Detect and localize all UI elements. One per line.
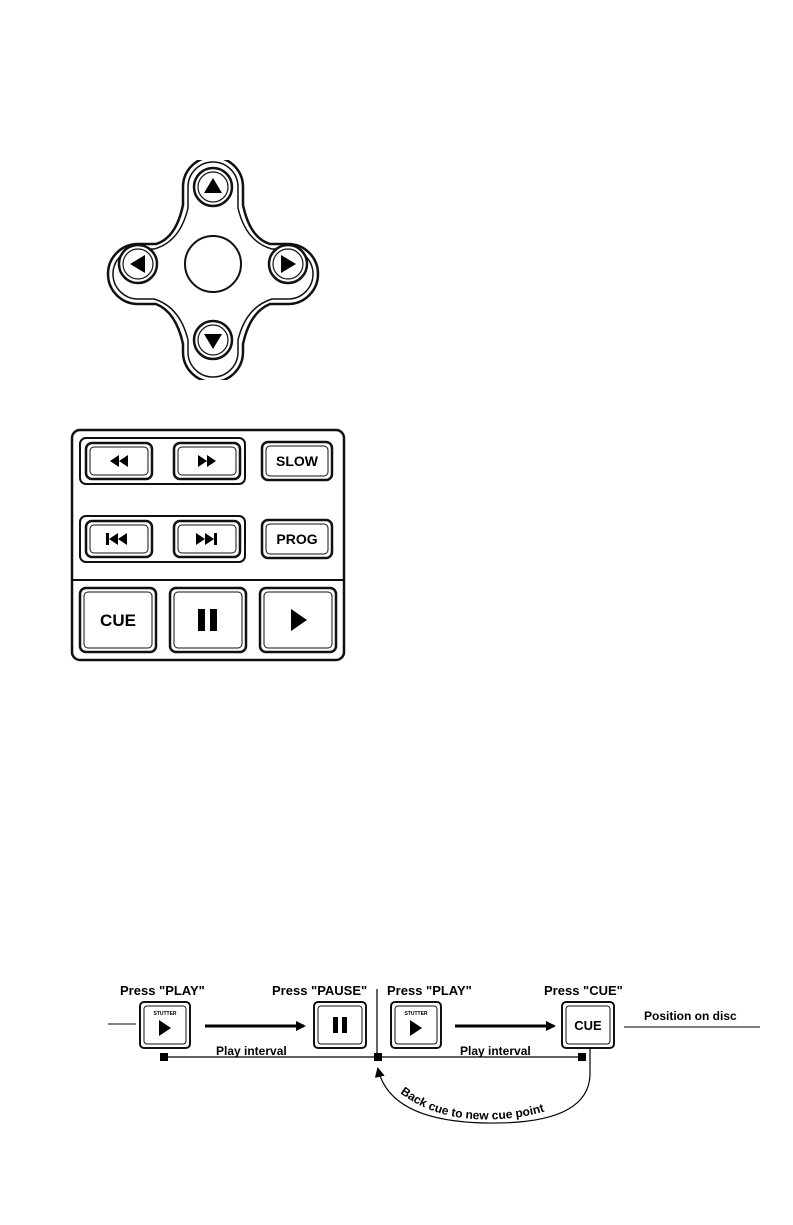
pause-button[interactable]: [170, 588, 246, 652]
previous-track-button[interactable]: [86, 521, 152, 557]
dpad-up-button[interactable]: [194, 168, 232, 206]
dpad-diagram: [100, 160, 340, 380]
interval2-label: Play interval: [460, 1044, 531, 1058]
fast-forward-button[interactable]: [174, 443, 240, 479]
position-label: Position on disc: [644, 1009, 737, 1023]
prog-label: PROG: [276, 531, 318, 547]
prog-button[interactable]: [262, 520, 332, 558]
step4-label: Press "CUE": [544, 983, 623, 998]
flow-play-button-2: [391, 1002, 441, 1048]
dpad-left-button[interactable]: [119, 245, 157, 283]
flow-cue-button: [562, 1002, 614, 1048]
transport-panel: [70, 428, 346, 662]
step1-label: Press "PLAY": [120, 983, 205, 998]
play-button[interactable]: [260, 588, 336, 652]
slow-button[interactable]: [262, 442, 332, 480]
interval1-label: Play interval: [216, 1044, 287, 1058]
flow-pause-button: [314, 1002, 366, 1048]
dpad-center-button[interactable]: [185, 236, 241, 292]
step2-label: Press "PAUSE": [272, 983, 368, 998]
flow-cue-label: CUE: [574, 1018, 602, 1033]
stutter-label-1: STUTTER: [153, 1011, 177, 1017]
dpad-right-button[interactable]: [269, 245, 307, 283]
slow-label: SLOW: [276, 453, 318, 469]
flow-play-button-1: [140, 1002, 190, 1048]
rewind-button[interactable]: [86, 443, 152, 479]
step3-label: Press "PLAY": [387, 983, 472, 998]
cue-button[interactable]: [80, 588, 156, 652]
dpad-down-button[interactable]: [194, 321, 232, 359]
stutter-label-2: STUTTER: [404, 1011, 428, 1017]
cue-label: CUE: [100, 611, 136, 630]
cue-flow-diagram: [100, 975, 770, 1135]
back-cue-label: Back cue to new cue point: [398, 1084, 546, 1123]
next-track-button[interactable]: [174, 521, 240, 557]
